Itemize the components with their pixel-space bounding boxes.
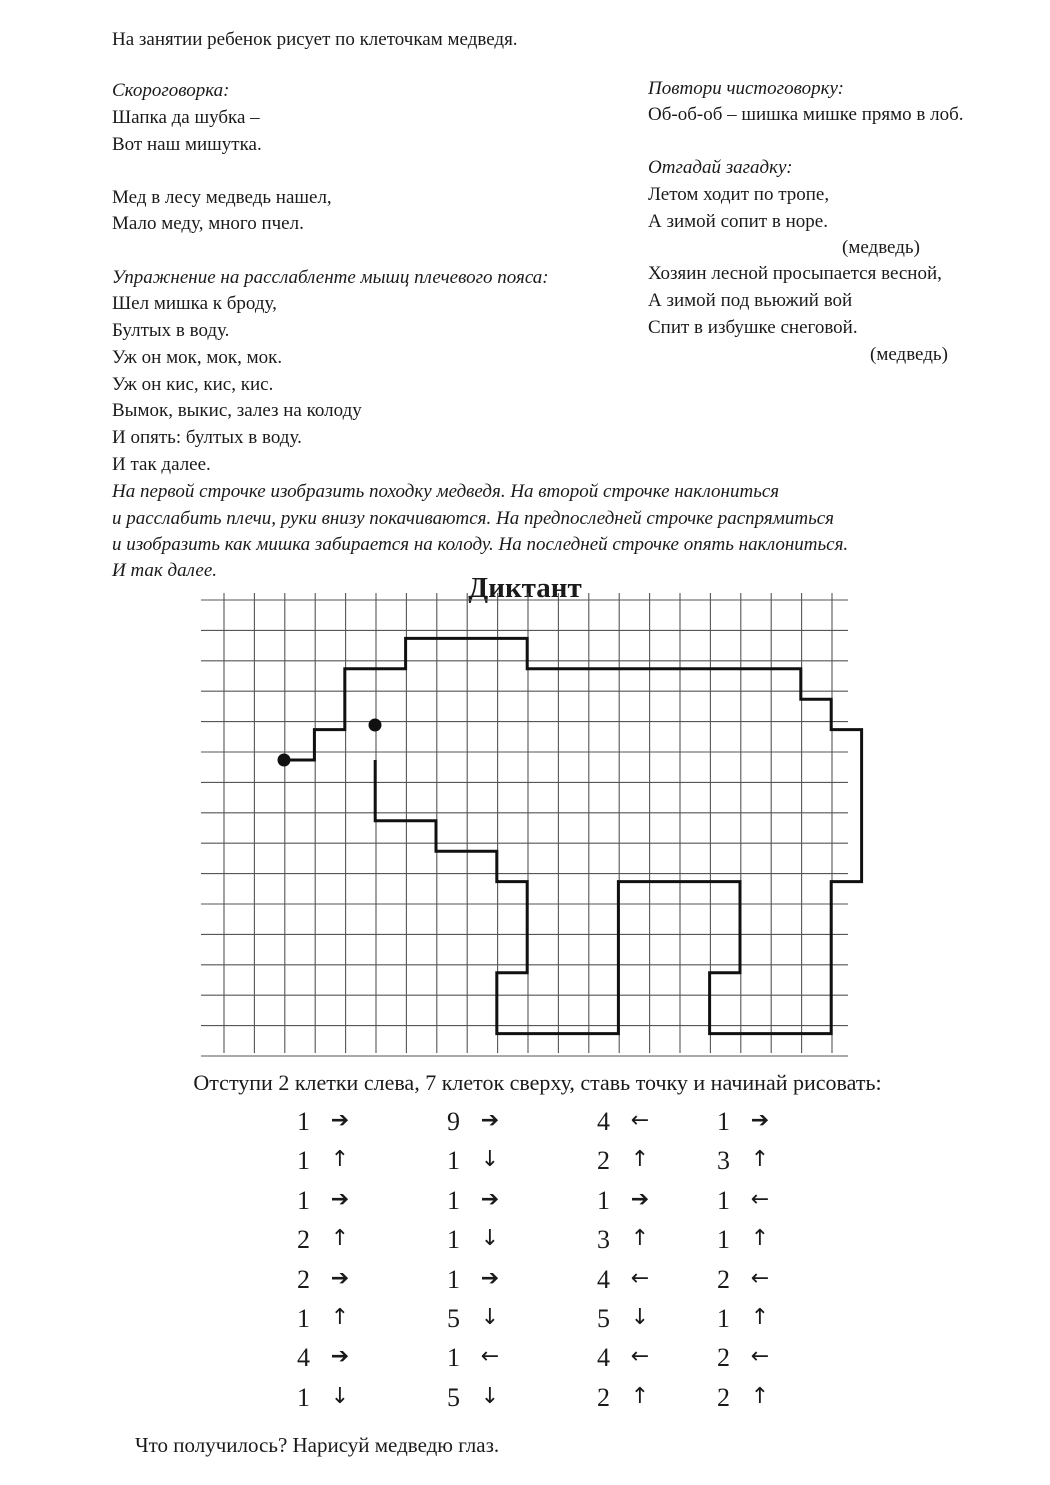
arrow-up-icon: ↑ xyxy=(330,1226,350,1252)
arrow-left-icon: ← xyxy=(630,1108,650,1133)
arrow-up-icon: ↑ xyxy=(330,1147,350,1173)
intro-text: На занятии ребенок рисует по клеточкам медведя. xyxy=(112,29,518,50)
grid-instruction: Отступи 2 клетки слева, 7 клеток сверху, ставь точку и начинай рисовать: xyxy=(193,1070,882,1095)
arrow-right-icon: ➔ xyxy=(480,1186,500,1212)
arrow-left-icon: ← xyxy=(750,1265,770,1291)
exercise-line: Бултых в воду. xyxy=(112,320,230,341)
start-dot xyxy=(278,754,291,767)
command-count: 2 xyxy=(597,1382,610,1412)
command-count: 1 xyxy=(297,1382,310,1412)
arrow-up-icon: ↑ xyxy=(630,1147,650,1173)
arrow-down-icon: ↓ xyxy=(630,1305,650,1330)
arrow-right-icon: ➔ xyxy=(330,1344,350,1370)
bear-eye-dot xyxy=(369,719,382,732)
tongue-twister-heading: Скороговорка: xyxy=(112,80,230,101)
arrow-up-icon: ↑ xyxy=(630,1383,650,1409)
command-count: 2 xyxy=(297,1264,310,1294)
movement-instruction: И так далее. xyxy=(112,560,218,581)
movement-instruction: На первой строчке изобразить походку медведя. На второй строчке наклониться xyxy=(112,481,780,502)
command-count: 4 xyxy=(297,1343,310,1373)
riddle-line: Летом ходит по тропе, xyxy=(648,184,830,205)
arrow-down-icon: ↓ xyxy=(480,1226,500,1252)
tongue-twister-line: Вот наш мишутка. xyxy=(112,134,262,155)
arrow-up-icon: ↑ xyxy=(630,1226,650,1252)
command-count: 2 xyxy=(717,1382,730,1412)
arrow-right-icon: ➔ xyxy=(330,1186,350,1212)
command-count: 1 xyxy=(447,1146,460,1176)
command-count: 5 xyxy=(447,1304,460,1333)
command-count: 1 xyxy=(717,1107,730,1136)
patter-line: Об-об-об – шишка мишке прямо в лоб. xyxy=(648,104,964,125)
command-count: 2 xyxy=(717,1264,730,1294)
exercise-line: Уж он мок, мок, мок. xyxy=(112,347,283,368)
dictation-title: Диктант xyxy=(468,572,582,604)
command-count: 4 xyxy=(597,1107,610,1136)
riddle-line: А зимой сопит в норе. xyxy=(648,211,828,232)
command-count: 2 xyxy=(597,1146,610,1176)
arrow-left-icon: ← xyxy=(630,1344,650,1370)
arrow-down-icon: ↓ xyxy=(480,1147,500,1173)
command-count: 1 xyxy=(447,1185,460,1215)
arrow-right-icon: ➔ xyxy=(480,1108,500,1133)
command-count: 1 xyxy=(717,1304,730,1333)
command-count: 1 xyxy=(447,1343,460,1373)
command-count: 1 xyxy=(717,1225,730,1255)
riddle-answer: (медведь) xyxy=(870,344,948,365)
arrow-right-icon: ➔ xyxy=(750,1108,770,1133)
arrow-right-icon: ➔ xyxy=(330,1108,350,1133)
final-question: Что получилось? Нарисуй медведю глаз. xyxy=(135,1433,500,1457)
exercise-line: И так далее. xyxy=(112,454,211,475)
arrow-left-icon: ← xyxy=(480,1344,500,1370)
arrow-left-icon: ← xyxy=(630,1265,650,1291)
patter-heading: Повтори чистоговорку: xyxy=(648,78,844,99)
movement-instruction: и расслабить плечи, руки внизу покачиваются. На предпоследней строчке распрямиться xyxy=(112,508,835,529)
command-count: 1 xyxy=(297,1146,310,1176)
command-count: 2 xyxy=(717,1343,730,1373)
arrow-down-icon: ↓ xyxy=(480,1383,500,1409)
arrow-up-icon: ↑ xyxy=(750,1305,770,1330)
tongue-twister-line: Шапка да шубка – xyxy=(112,107,260,128)
exercise-line: Вымок, выкис, залез на колоду xyxy=(112,400,362,421)
command-count: 1 xyxy=(447,1225,460,1255)
arrow-right-icon: ➔ xyxy=(630,1186,650,1212)
rhyme-line: Мало меду, много пчел. xyxy=(112,213,304,234)
exercise-line: Уж он кис, кис, кис. xyxy=(112,374,274,395)
arrow-down-icon: ↓ xyxy=(330,1383,350,1409)
arrow-up-icon: ↑ xyxy=(750,1226,770,1252)
command-count: 1 xyxy=(297,1304,310,1333)
arrow-up-icon: ↑ xyxy=(750,1147,770,1173)
exercise-line: Шел мишка к броду, xyxy=(112,293,277,314)
riddle-answer: (медведь) xyxy=(842,237,920,258)
bear-outline xyxy=(284,638,862,1033)
command-count: 3 xyxy=(717,1146,730,1176)
command-count: 1 xyxy=(447,1264,460,1294)
grid-lines xyxy=(201,593,848,1056)
riddle-line: Хозяин лесной просыпается весной, xyxy=(648,263,942,284)
exercise-line: И опять: бултых в воду. xyxy=(112,427,302,448)
command-count: 4 xyxy=(597,1264,610,1294)
command-count: 5 xyxy=(597,1304,610,1333)
arrow-right-icon: ➔ xyxy=(480,1265,500,1291)
exercise-heading: Упражнение на расслабленте мышц плечевого пояса: xyxy=(112,267,549,288)
movement-instruction: и изобразить как мишка забирается на колоду. На последней строчке опять наклониться. xyxy=(112,534,849,555)
command-count: 2 xyxy=(297,1225,310,1255)
command-count: 3 xyxy=(597,1225,610,1255)
arrow-left-icon: ← xyxy=(750,1186,770,1212)
arrow-up-icon: ↑ xyxy=(750,1383,770,1409)
command-count: 4 xyxy=(597,1343,610,1373)
arrow-right-icon: ➔ xyxy=(330,1265,350,1291)
rhyme-line: Мед в лесу медведь нашел, xyxy=(112,187,332,208)
command-count: 5 xyxy=(447,1382,460,1412)
arrow-up-icon: ↑ xyxy=(330,1305,350,1330)
command-count: 1 xyxy=(297,1185,310,1215)
riddle-heading: Отгадай загадку: xyxy=(648,157,793,178)
arrow-down-icon: ↓ xyxy=(480,1305,500,1330)
riddle-line: Спит в избушке снеговой. xyxy=(648,317,858,338)
command-count: 1 xyxy=(597,1185,610,1215)
riddle-line: А зимой под вьюжий вой xyxy=(648,290,853,311)
arrow-left-icon: ← xyxy=(750,1344,770,1370)
command-count: 9 xyxy=(447,1107,460,1136)
command-count: 1 xyxy=(717,1185,730,1215)
command-count: 1 xyxy=(297,1107,310,1136)
